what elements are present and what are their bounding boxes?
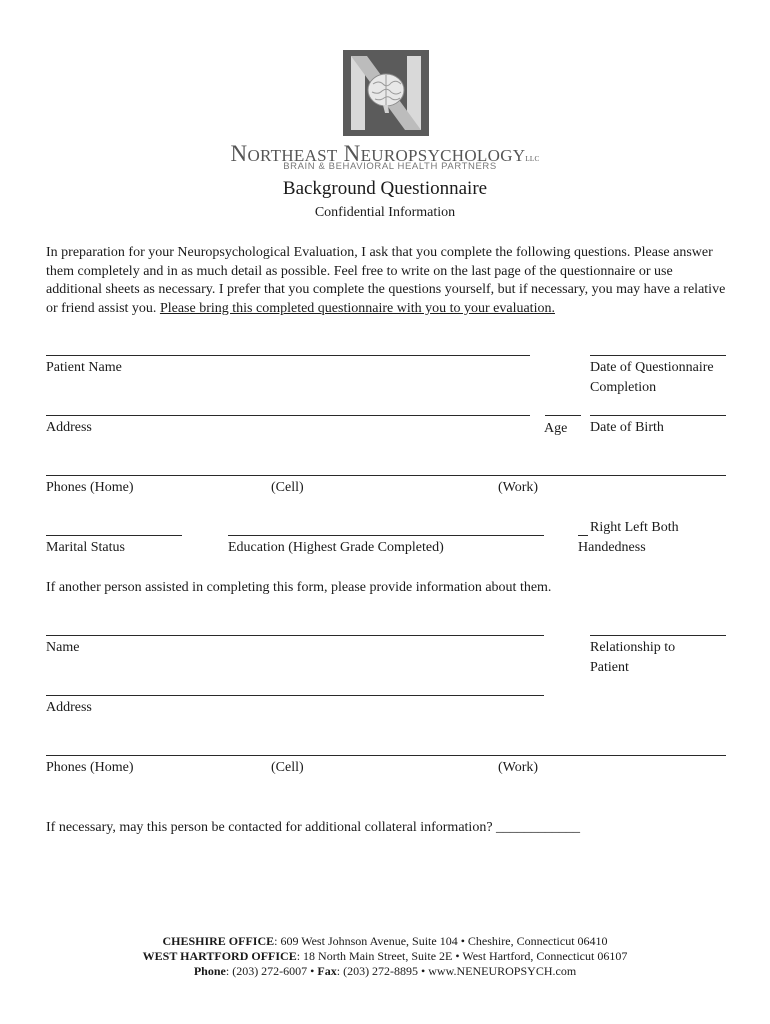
relationship-field[interactable] — [590, 635, 726, 636]
education-field[interactable] — [228, 535, 544, 536]
assistant-phone-home-label: Phones (Home) — [46, 760, 134, 775]
logo — [343, 50, 429, 136]
footer-west-hartford-address: : 18 North Main Street, Suite 2E • West Hartford, Connecticut 06107 — [296, 949, 628, 963]
dob-field[interactable] — [590, 415, 726, 416]
contact-question[interactable]: If necessary, may this person be contacted for additional collateral information? ____________ — [46, 820, 581, 835]
marital-status-field[interactable] — [46, 535, 182, 536]
assistant-address-field[interactable] — [46, 695, 544, 696]
brain-n-logo-icon — [343, 50, 429, 136]
intro-text: In preparation for your Neuropsychological Evaluation, I ask that you complete the following questions. Please answer them completely and in as much detail as possible. Feel free to write on the last page of the questionnaire or use additional sheets as necessary. I prefer that you complete the questions yourself, but if necessary, you may have a relative or friend assist you. — [46, 245, 726, 316]
patient-name-field[interactable] — [46, 355, 530, 356]
date-questionnaire-label: Date of Questionnaire — [590, 360, 714, 375]
address-field[interactable] — [46, 415, 530, 416]
education-label: Education (Highest Grade Completed) — [228, 540, 444, 555]
handedness-options[interactable]: Right Left Both — [590, 520, 679, 535]
assistant-name-field[interactable] — [46, 635, 544, 636]
address-label: Address — [46, 420, 92, 435]
footer-west-hartford — [0, 949, 770, 964]
brand-tagline: BRAIN & BEHAVIORAL HEALTH PARTNERS — [283, 161, 497, 172]
footer-fax-label: Fax — [317, 964, 337, 978]
brand-initial-1: N — [230, 141, 248, 166]
page-title: Background Questionnaire — [282, 178, 488, 199]
brand-word-1: ORTHEAST — [247, 146, 338, 165]
footer-phone: : (203) 272-6007 • — [225, 964, 318, 978]
patient-name-label: Patient Name — [46, 360, 122, 375]
relationship-label-2: Patient — [590, 660, 629, 675]
date-questionnaire-field[interactable] — [590, 355, 726, 356]
brand-word-2: EUROPSYCHOLOGY — [360, 146, 526, 165]
brand-initial-2: N — [343, 141, 361, 166]
intro-paragraph — [46, 244, 730, 318]
assistant-phone-cell-label: (Cell) — [271, 760, 304, 775]
assistant-address-label: Address — [46, 700, 92, 715]
brand-llc: LLC — [525, 155, 540, 163]
footer-cheshire-label: CHESHIRE OFFICE — [162, 934, 275, 948]
phone-work-label: (Work) — [498, 480, 539, 495]
footer-west-hartford-label: WEST HARTFORD OFFICE — [142, 949, 297, 963]
relationship-label: Relationship to — [590, 640, 676, 655]
age-field[interactable] — [545, 415, 581, 416]
phone-cell-label: (Cell) — [271, 480, 304, 495]
intro-underlined: Please bring this completed questionnaire with you to your evaluation. — [159, 300, 555, 316]
marital-status-label: Marital Status — [46, 540, 125, 555]
footer-fax-web: : (203) 272-8895 • www.NENEUROPSYCH.com — [336, 964, 577, 978]
footer-phone-label: Phone — [193, 964, 226, 978]
assistant-phone-work-label: (Work) — [498, 760, 539, 775]
footer-cheshire — [0, 934, 770, 949]
handedness-blank[interactable] — [578, 535, 588, 536]
assistant-prompt: If another person assisted in completing this form, please provide information about them. — [46, 580, 552, 595]
footer-contact — [0, 964, 770, 979]
footer-cheshire-address: : 609 West Johnson Avenue, Suite 104 • Cheshire, Connecticut 06410 — [274, 934, 608, 948]
date-questionnaire-label-2: Completion — [590, 380, 657, 395]
phones-field[interactable] — [46, 475, 726, 476]
age-label: Age — [544, 421, 568, 436]
page-subtitle: Confidential Information — [314, 205, 456, 220]
assistant-phones-field[interactable] — [46, 755, 726, 756]
dob-label: Date of Birth — [590, 420, 664, 435]
phone-home-label: Phones (Home) — [46, 480, 134, 495]
footer — [0, 934, 770, 979]
assistant-name-label: Name — [46, 640, 80, 655]
handedness-label: Handedness — [578, 540, 646, 555]
